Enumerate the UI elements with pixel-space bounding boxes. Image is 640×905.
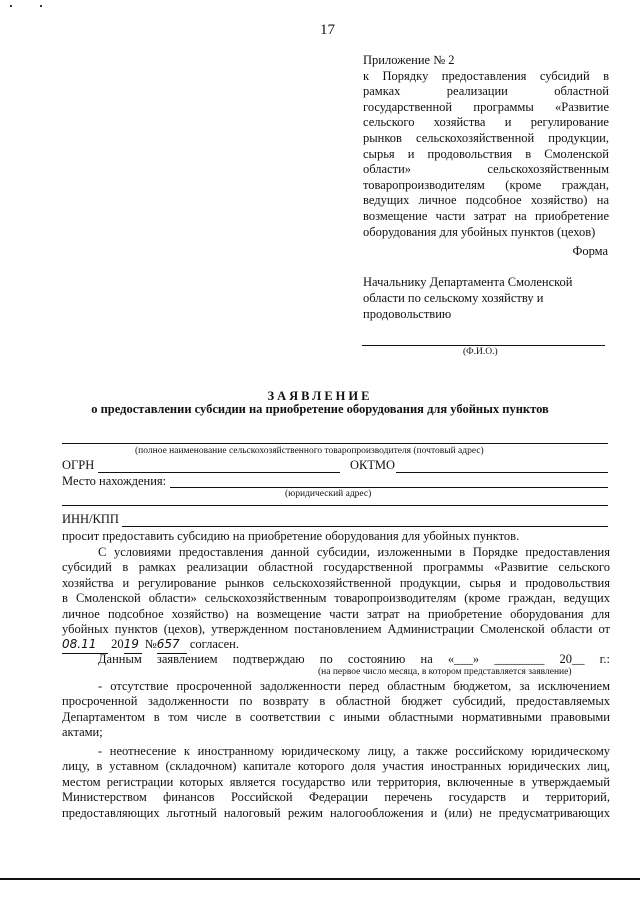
appendix-line: товаропроизводителям (кроме граждан,	[363, 177, 609, 192]
decree-number-handwritten: 657	[157, 637, 187, 653]
item-no-debt	[62, 679, 610, 741]
paragraph-line: - неотнесение к иностранному юридическому лицу, а также российскому юридическому	[98, 744, 610, 758]
request-text: просит предоставить субсидию на приобретение оборудования для убойных пунктов.	[62, 529, 520, 543]
document-title: ЗАЯВЛЕНИЕ	[267, 389, 373, 403]
form-label: Форма	[572, 244, 608, 258]
addressee-block	[363, 274, 613, 322]
appendix-line: рамках реализации областной	[363, 84, 609, 99]
inn-kpp-label: ИНН/КПП	[62, 512, 119, 526]
decree-number-prefix: №	[144, 637, 157, 652]
addressee-line: продовольствию	[363, 307, 452, 321]
appendix-line: возмещение части затрат на приобретение	[363, 208, 609, 223]
appendix-block	[363, 53, 609, 240]
paragraph-line: С условиями предоставления данной субсидии, изложенными в Порядке предоставления	[98, 545, 610, 559]
paragraph-line: убойных пунктов (цехов), утвержденном постановлением Администрации Смоленской области от	[62, 622, 610, 637]
appendix-line: ведущих личное подсобное хозяйство) на	[363, 193, 609, 208]
ogrn-label: ОГРН	[62, 458, 95, 472]
paragraph-line: Министерством финансов Российской Федерации перечень государств и территорий,	[62, 790, 610, 805]
document-subtitle: о предоставлении субсидии на приобретение оборудования для убойных пунктов	[91, 402, 549, 416]
paragraph-line: - отсутствие просроченной задолженности перед областным бюджетом, за исключением	[98, 679, 610, 693]
conditions-paragraph	[62, 545, 610, 654]
confirm-text: Данным заявлением подтверждаю по состоянию на «___» ________ 20__ г.:	[98, 652, 610, 666]
ogrn-field-line[interactable]	[98, 472, 340, 473]
scan-speck	[40, 5, 42, 7]
addressee-line: области по сельскому хозяйству и	[363, 291, 544, 305]
fio-field-line[interactable]	[362, 345, 605, 346]
paragraph-line: субсидий в рамках реализации областной государственной программы «Развитие сельского	[62, 560, 610, 575]
location-field-line[interactable]	[170, 487, 608, 488]
legal-address-caption: (юридический адрес)	[285, 489, 372, 499]
full-name-field-line[interactable]	[62, 443, 608, 444]
appendix-line: области» сельскохозяйственным	[363, 162, 609, 177]
item-not-foreign	[62, 744, 610, 821]
oktmo-label: ОКТМО	[350, 458, 395, 472]
scan-speck	[10, 5, 12, 7]
paragraph-line: актами;	[62, 725, 103, 740]
appendix-line: сырья и продовольствия в Смоленской	[363, 146, 609, 161]
agreed-text: согласен.	[189, 637, 239, 652]
decree-year-handwritten: 19	[124, 637, 142, 653]
appendix-line: Приложение № 2	[363, 53, 455, 67]
appendix-line: сельского хозяйства и регулирование	[363, 115, 609, 130]
legal-address-field-line[interactable]	[62, 505, 608, 506]
appendix-line: государственной программы «Развитие	[363, 99, 609, 114]
oktmo-field-line[interactable]	[396, 472, 608, 473]
paragraph-line: хозяйства и регулирование рынков сельскохозяйственной продукции, сырья и продовольствия	[62, 575, 610, 590]
paragraph-line: просроченной задолженности по возврату в областной бюджет субсидий, предоставляемых	[62, 694, 610, 709]
full-name-caption: (полное наименование сельскохозяйственного товаропроизводителя (почтовый адрес)	[135, 446, 484, 456]
page-number: 17	[320, 22, 335, 38]
location-label: Место нахождения:	[62, 474, 167, 488]
confirm-paragraph	[62, 652, 610, 667]
paragraph-line: личное подсобное хозяйство) на возмещение части затрат на приобретение оборудования для	[62, 606, 610, 621]
fio-caption: (Ф.И.О.)	[463, 347, 498, 357]
paragraph-line: Департаментом в том числе в соответствии с иными областными нормативными правовыми	[62, 709, 610, 724]
paragraph-line: лицу, в уставном (складочном) капитале которого доля участия иностранных юридических лиц,	[62, 759, 610, 774]
confirm-caption: (на первое число месяца, в котором представляется заявление)	[318, 667, 572, 677]
appendix-line: к Порядку предоставления субсидий в	[363, 68, 609, 83]
inn-kpp-field-line[interactable]	[122, 526, 608, 527]
paragraph-line: предоставляющих льготный налоговый режим налогообложения и (или) не предусматривающих	[62, 805, 610, 820]
appendix-line: оборудования для убойных пунктов (цехов)	[363, 224, 596, 239]
decree-date-handwritten: 08.11	[62, 637, 108, 653]
paragraph-line: в Смоленской области» сельскохозяйственным товаропроизводителям (кроме граждан, ведущих	[62, 591, 610, 606]
decree-year-prefix: 20	[111, 637, 124, 652]
addressee-line: Начальнику Департамента Смоленской	[363, 275, 573, 289]
paragraph-line: местом регистрации которых является государство или территория, включенные в утверждаемый	[62, 774, 610, 789]
scan-bottom-edge	[0, 878, 640, 880]
appendix-line: рынков сельскохозяйственной продукции,	[363, 130, 609, 145]
